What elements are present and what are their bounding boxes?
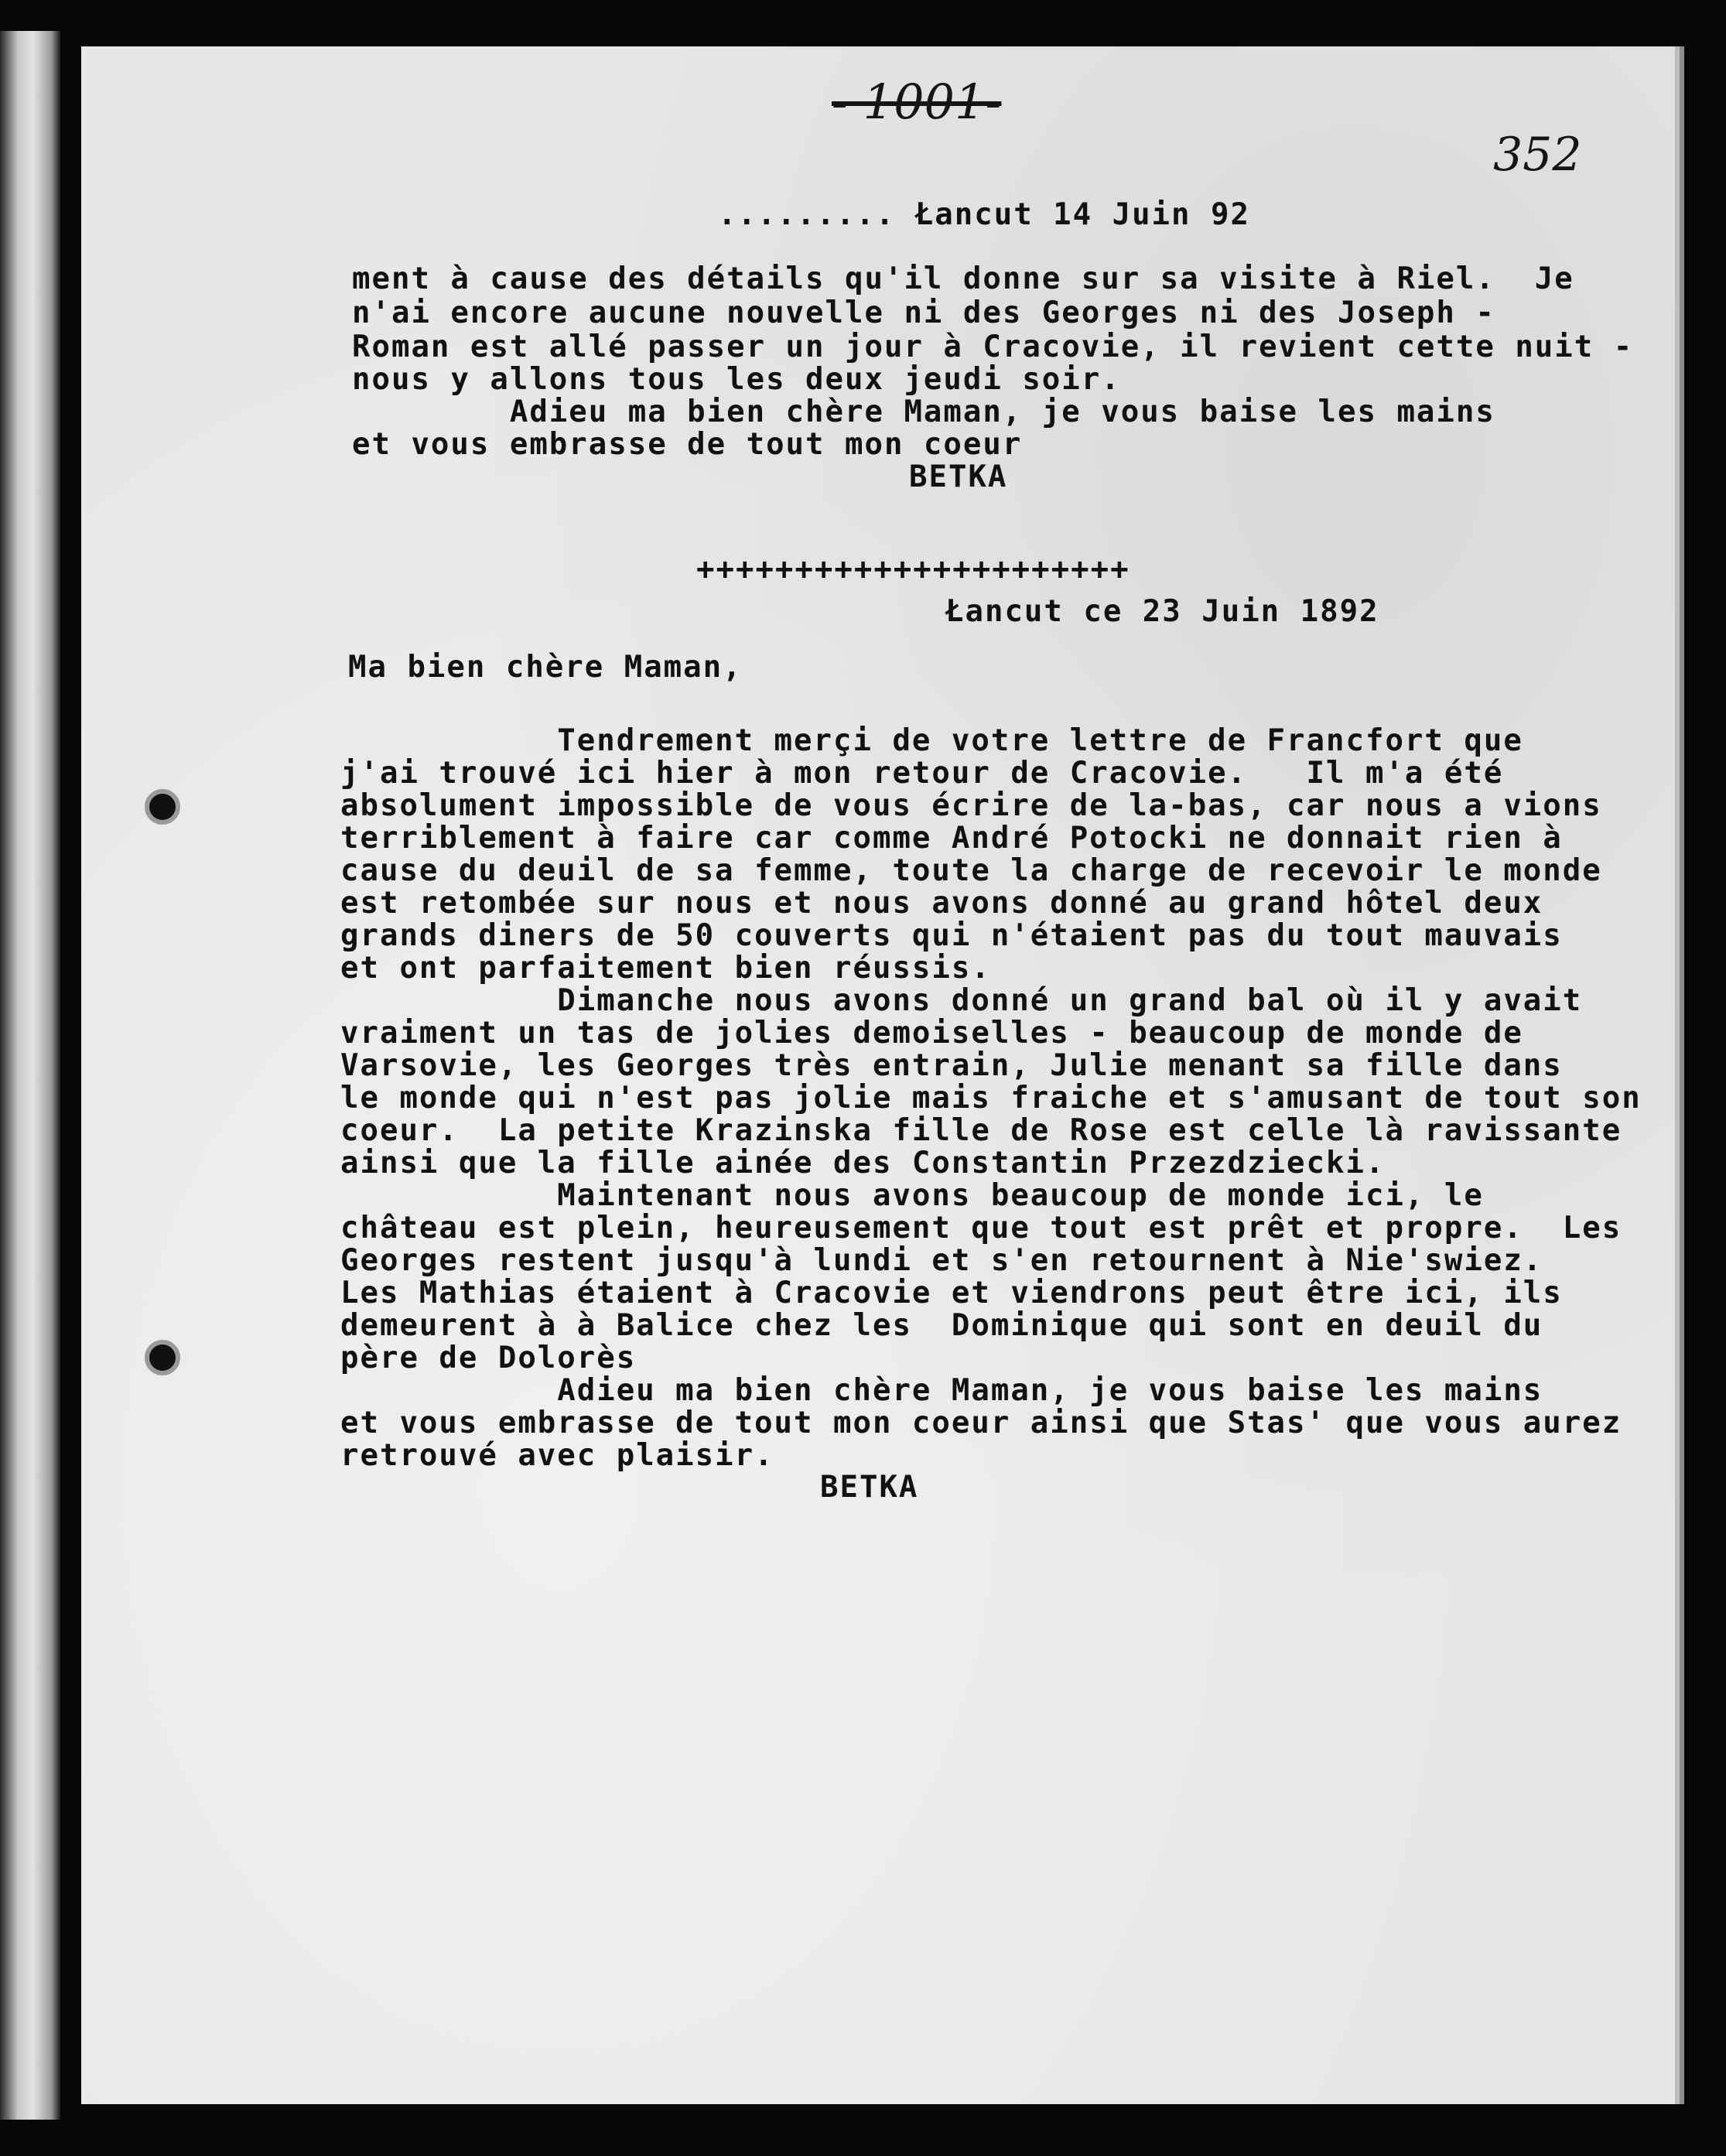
- letter2-signature: BETKA: [820, 1470, 919, 1505]
- letter2-line: grands diners de 50 couverts qui n'étaient pas du tout mauvais: [340, 918, 1563, 953]
- folio-number: 352: [1493, 128, 1582, 182]
- letter2-line: Adieu ma bien chère Maman, je vous baise les mains: [340, 1373, 1543, 1408]
- letter2-line: château est plein, heureusement que tout est prêt et propre. Les: [340, 1211, 1622, 1245]
- letter1-line: Roman est allé passer un jour à Cracovie, il revient cette nuit -: [352, 330, 1634, 364]
- handwritten-top-mark: - 1001-: [832, 73, 1002, 130]
- letter2-line: retrouvé avec plaisir.: [340, 1438, 774, 1473]
- separator-plus-line: ++++++++++++++++++++++: [696, 552, 1130, 587]
- letter2-line: Tendrement merçi de votre lettre de Francfort que: [340, 723, 1523, 758]
- letter1-line: Adieu ma bien chère Maman, je vous baise les mains: [352, 395, 1495, 429]
- letter1-line: ment à cause des détails qu'il donne sur sa visite à Riel. Je: [352, 261, 1574, 296]
- letter2-line: est retombée sur nous et nous avons donné au grand hôtel deux: [340, 886, 1543, 921]
- letter2-line: absolument impossible de vous écrire de la-bas, car nous a vions: [340, 788, 1602, 823]
- letter2-line: demeurent à à Balice chez les Dominique qui sont en deuil du: [340, 1308, 1543, 1343]
- letter2-line: Dimanche nous avons donné un grand bal où il y avait: [340, 983, 1583, 1018]
- letter1-line: et vous embrasse de tout mon coeur: [352, 427, 1023, 462]
- letter2-line: ainsi que la fille ainée des Constantin Przezdziecki.: [340, 1146, 1386, 1181]
- letter2-line: cause du deuil de sa femme, toute la charge de recevoir le monde: [340, 853, 1602, 888]
- letter2-line: Maintenant nous avons beaucoup de monde ici, le: [340, 1178, 1484, 1213]
- letter2-heading: Łancut ce 23 Juin 1892: [945, 594, 1379, 629]
- letter2-line: et vous embrasse de tout mon coeur ainsi que Stas' que vous aurez: [340, 1406, 1622, 1440]
- letter1-line: n'ai encore aucune nouvelle ni des Georges ni des Joseph -: [352, 296, 1495, 330]
- letter2-line: vraiment un tas de jolies demoiselles - beaucoup de monde de: [340, 1016, 1523, 1051]
- letter2-line: coeur. La petite Krazinska fille de Rose est celle là ravissante: [340, 1113, 1622, 1148]
- letter2-line: j'ai trouvé ici hier à mon retour de Cracovie. Il m'a été: [340, 756, 1504, 791]
- letter2-line: et ont parfaitement bien réussis.: [340, 951, 991, 986]
- letter2-line: Varsovie, les Georges très entrain, Julie menant sa fille dans: [340, 1048, 1563, 1083]
- letter1-signature: BETKA: [909, 460, 1008, 494]
- letter2-line: Georges restent jusqu'à lundi et s'en retournent à Nie'swiez.: [340, 1243, 1543, 1278]
- letter1-line: nous y allons tous les deux jeudi soir.: [352, 362, 1121, 397]
- letter2-salutation: Ma bien chère Maman,: [348, 650, 743, 685]
- letter1-heading: ......... Łancut 14 Juin 92: [718, 197, 1250, 232]
- letter2-line: Les Mathias étaient à Cracovie et viendrons peut être ici, ils: [340, 1276, 1563, 1310]
- letter2-line: terriblement à faire car comme André Potocki ne donnait rien à: [340, 821, 1563, 856]
- letter2-line: père de Dolorès: [340, 1341, 637, 1375]
- letter2-line: le monde qui n'est pas jolie mais fraiche et s'amusant de tout son: [340, 1081, 1642, 1116]
